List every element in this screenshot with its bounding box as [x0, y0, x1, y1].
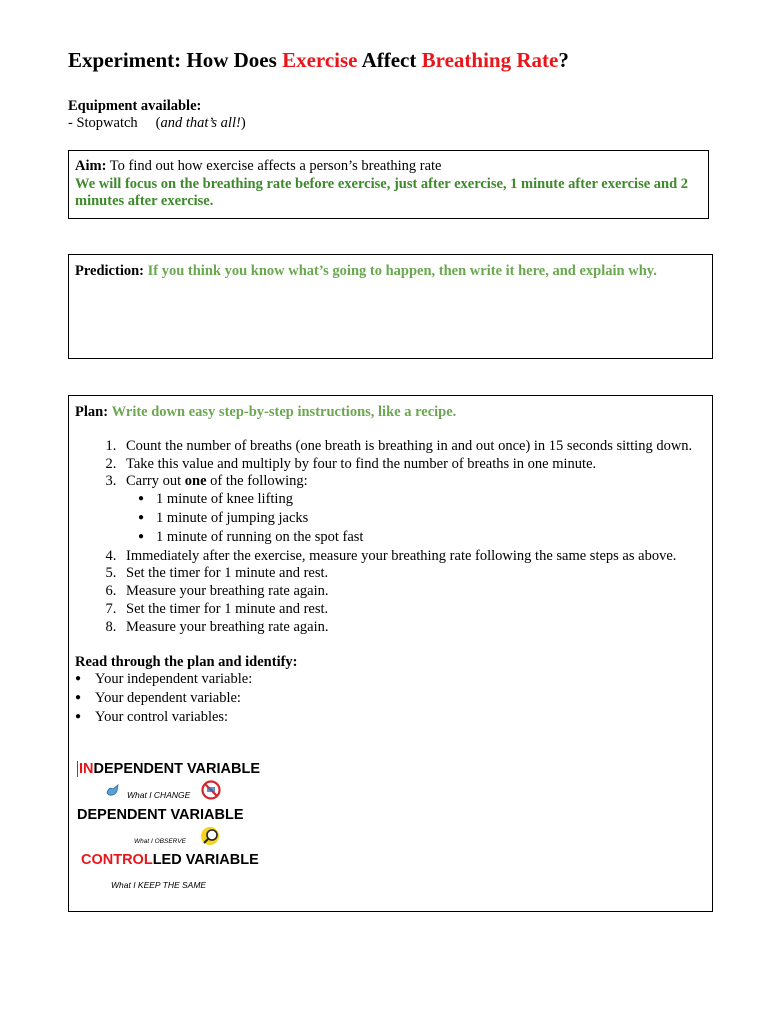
exercise-option: ● 1 minute of running on the spot fast: [152, 529, 706, 548]
plan-step: 5. Set the timer for 1 minute and rest.: [120, 565, 706, 583]
equipment-section: [68, 98, 246, 132]
exercise-option: ● 1 minute of knee lifting: [152, 491, 706, 510]
prediction-hint: If you think you know what’s going to happen, then write it here, and explain why.: [147, 263, 657, 279]
prediction-box[interactable]: [68, 254, 713, 359]
aim-box: [68, 150, 709, 219]
controlled-variable-caption: What I KEEP THE SAME: [111, 880, 207, 890]
plan-step: 1. Count the number of breaths (one breath is breathing in and out once) in 15 seconds sitting down.: [120, 438, 706, 456]
variables-graphic: [77, 761, 260, 891]
identify-list: [75, 671, 706, 727]
independent-variable-heading: INDEPENDENT VARIABLE: [79, 761, 260, 777]
hand-icon: [105, 783, 121, 797]
plan-box: [68, 395, 713, 912]
plan-steps: [75, 438, 706, 637]
equipment-item: - Stopwatch (and that’s all!): [68, 115, 246, 131]
aim-focus: We will focus on the breathing rate before exercise, just after exercise, 1 minute after exercise and 2 minutes after exercise.: [75, 175, 689, 209]
aim-text: To find out how exercise affects a person’s breathing rate: [106, 158, 442, 174]
identify-item[interactable]: ● Your independent variable:: [97, 671, 706, 690]
plan-step: 4. Immediately after the exercise, measure your breathing rate following the same steps as above.: [120, 548, 706, 566]
title-exercise: Exercise: [282, 48, 358, 72]
plan-label: Plan:: [75, 404, 109, 420]
plan-step: 2. Take this value and multiply by four to find the number of breaths in one minute.: [120, 456, 706, 474]
plan-step: 6. Measure your breathing rate again.: [120, 583, 706, 601]
title-breathing-rate: Breathing Rate: [421, 48, 559, 72]
exercise-options: [126, 491, 706, 547]
exercise-option: ● 1 minute of jumping jacks: [152, 510, 706, 529]
equipment-heading: Equipment available:: [68, 98, 202, 114]
plan-hint: Write down easy step-by-step instructions, like a recipe.: [111, 404, 457, 420]
identify-item[interactable]: ● Your control variables:: [97, 709, 706, 728]
equipment-note: and that’s all!: [160, 115, 241, 131]
plan-step: 8. Measure your breathing rate again.: [120, 619, 706, 637]
no-change-icon: [200, 780, 222, 800]
dependent-variable-heading: DEPENDENT VARIABLE: [77, 807, 244, 823]
identify-heading: Read through the plan and identify:: [75, 653, 298, 670]
aim-label: Aim:: [75, 158, 107, 174]
dependent-variable-caption: What I OBSERVE: [134, 838, 186, 845]
plan-step: 3. Carry out one of the following: ● 1 minute of knee lifting ● 1 minute of jumping jacks ● 1 minute of running on the spot fast: [120, 473, 706, 547]
page-title: Experiment: How Does Exercise Affect Breathing Rate?: [68, 48, 569, 72]
independent-variable-caption: What I CHANGE: [127, 790, 191, 800]
controlled-variable-heading: CONTROLLED VARIABLE: [81, 852, 259, 868]
prediction-label: Prediction:: [75, 263, 144, 279]
magnifier-icon: [199, 825, 223, 849]
identify-item[interactable]: ● Your dependent variable:: [97, 690, 706, 709]
plan-step: 7. Set the timer for 1 minute and rest.: [120, 601, 706, 619]
